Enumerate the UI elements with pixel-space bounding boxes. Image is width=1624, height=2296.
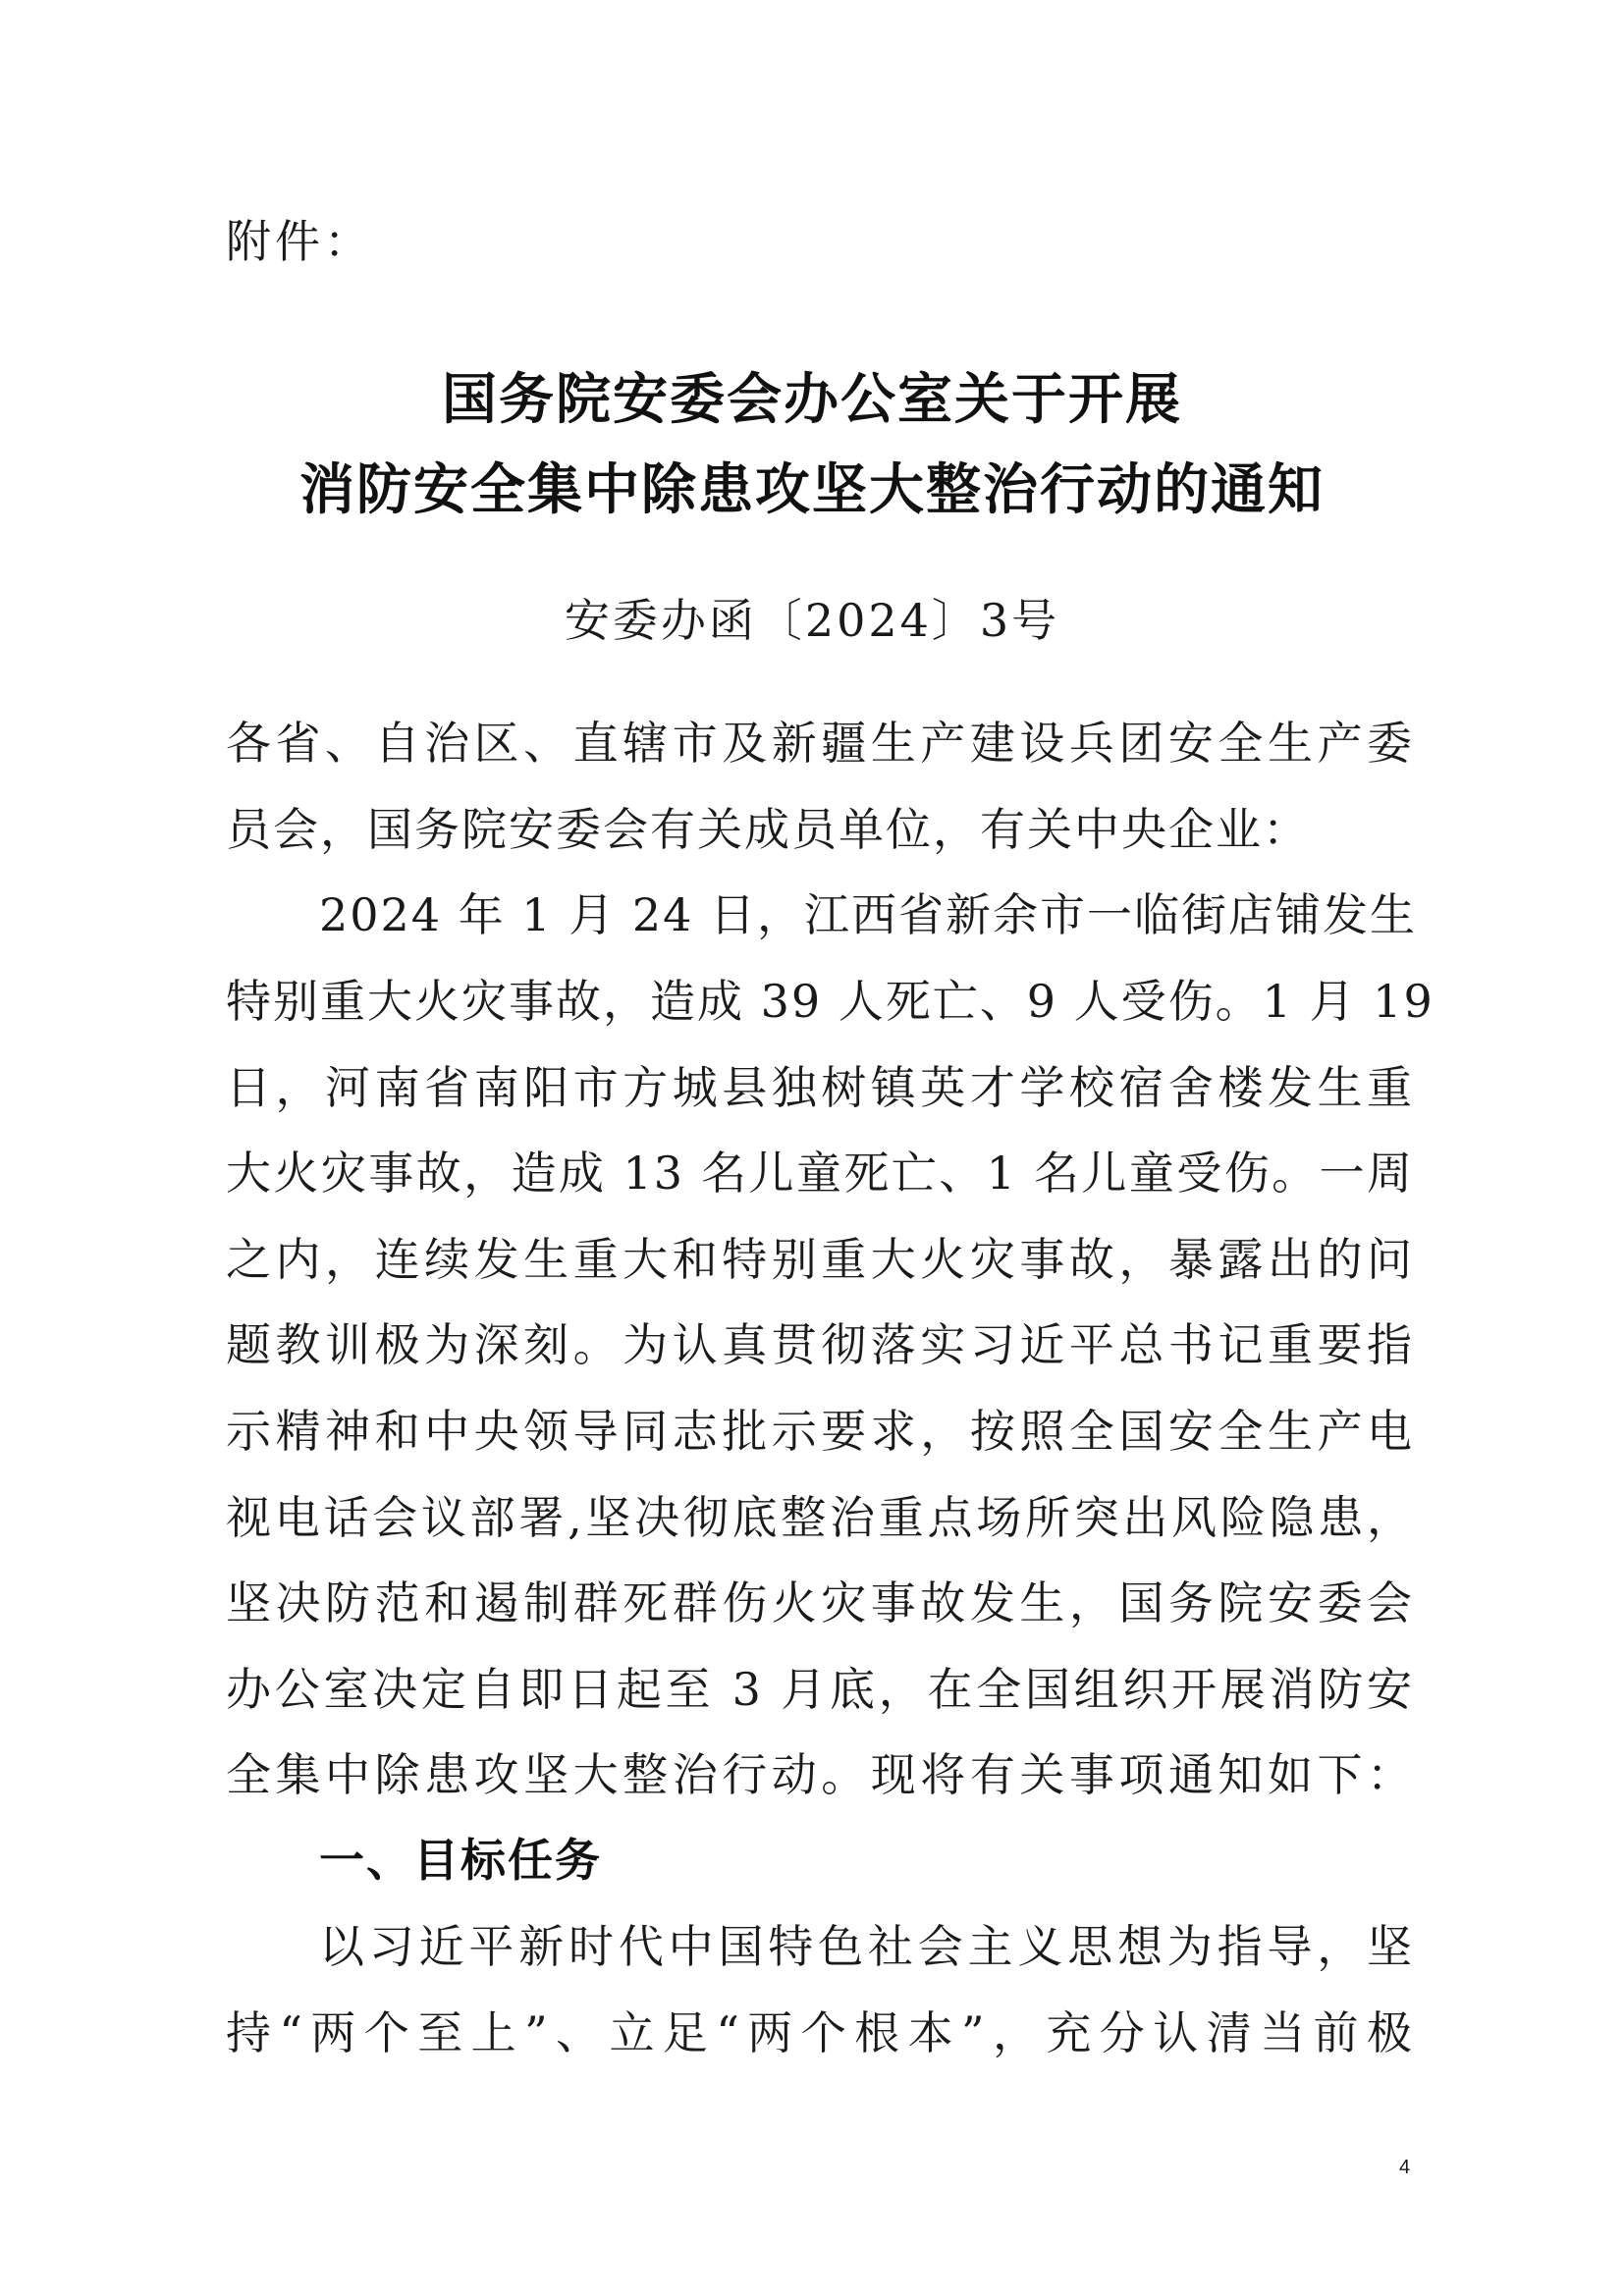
paragraph-1-line: 示精神和中央领导同志批示要求，按照全国安全生产电 — [226, 1405, 1414, 1458]
paragraph-1-line: 办公室决定自即日起至 3 月底，在全国组织开展消防安 — [226, 1663, 1414, 1716]
paragraph-1-line: 视电话会议部署,坚决彻底整治重点场所突出风险隐患， — [226, 1491, 1414, 1544]
paragraph-1-line: 2024 年 1 月 24 日，江西省新余市一临街店铺发生 — [319, 888, 1417, 941]
paragraph-1-line: 日，河南省南阳市方城县独树镇英才学校宿舍楼发生重 — [226, 1061, 1414, 1114]
title-line-2: 消防安全集中除患攻坚大整治行动的通知 — [299, 458, 1325, 522]
page-number: 4 — [1399, 2157, 1411, 2178]
recipients-line-1: 各省、自治区、直辖市及新疆生产建设兵团安全生产委 — [226, 717, 1414, 770]
paragraph-1-line: 题教训极为深刻。为认真贯彻落实习近平总书记重要指 — [226, 1318, 1414, 1371]
section-1-line: 以习近平新时代中国特色社会主义思想为指导，坚 — [319, 1920, 1414, 1973]
paragraph-1-line: 坚决防范和遏制群死群伤火灾事故发生，国务院安委会 — [226, 1576, 1414, 1629]
attachment-label: 附件： — [226, 215, 373, 268]
section-1-line: 持“两个至上”、立足“两个根本”，充分认清当前极 — [226, 2006, 1414, 2059]
recipients-line-2: 员会，国务院安委会有关成员单位，有关中央企业： — [226, 803, 1310, 856]
document-number: 安委办函〔2024〕3号 — [564, 594, 1060, 647]
title-line-1: 国务院安委会办公室关于开展 — [442, 368, 1182, 432]
paragraph-1-line: 全集中除患攻坚大整治行动。现将有关事项通知如下： — [226, 1748, 1414, 1801]
section-heading: 一、目标任务 — [319, 1834, 602, 1887]
paragraph-1-line: 之内，连续发生重大和特别重大火灾事故，暴露出的问 — [226, 1233, 1414, 1286]
paragraph-1-line: 大火灾事故，造成 13 名儿童死亡、1 名儿童受伤。一周 — [226, 1147, 1414, 1200]
paragraph-1-line: 特别重大火灾事故，造成 39 人死亡、9 人受伤。1 月 19 — [226, 975, 1435, 1028]
